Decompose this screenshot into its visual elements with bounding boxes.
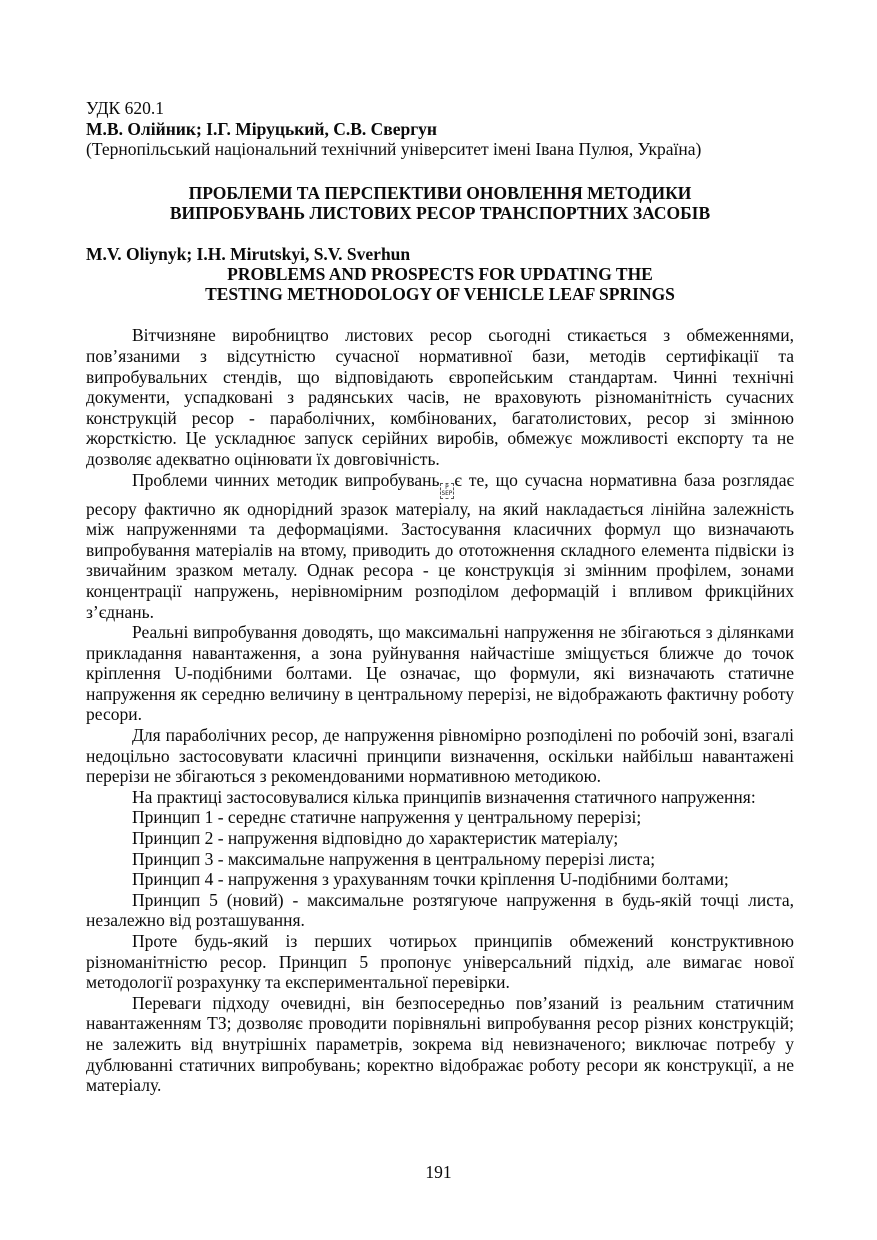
front-matter bbox=[86, 98, 794, 160]
paragraph-text: Проблеми чинних методик випробувань bbox=[132, 469, 440, 490]
affiliation: (Тернопільський національний технічний університет імені Івана Пулюя, Україна) bbox=[86, 139, 702, 160]
paragraph-text: є те, що сучасна нормативна база розглядає ресору фактично як однорідний зразок матеріалу, на який накладається лінійна залежність між напруженнями та деформаціями. Застосування класичних формул що визначають випробування матеріалів на втому, приводить до ототожнення складного елемента підвіски із звичайним зразком металу. Однак ресора - це конструкція зі змінним профілем, зонами концентрації напружень, нерівномірним розподілом деформацій і впливом фрикційних з’єднань. bbox=[86, 469, 794, 622]
title-ukrainian-line: ПРОБЛЕМИ ТА ПЕРСПЕКТИВИ ОНОВЛЕННЯ МЕТОДИКИ bbox=[188, 182, 692, 203]
list-item-principle-1: Принцип 1 - середнє статичне напруження у центральному перерізі; bbox=[132, 807, 642, 828]
paragraph-separator-tofu-glyph bbox=[440, 483, 455, 499]
authors-english: M.V. Oliynyk; I.H. Mirutskyi, S.V. Sverhun bbox=[86, 243, 411, 264]
paragraph: Для параболічних ресор, де напруження рівномірно розподілені по робочій зоні, взагалі недоцільно застосовувати класичні принципи визначення, оскільки найбільш навантажені перерізи не збігаються з рекомендованими нормативною методикою. bbox=[86, 725, 794, 787]
list-item-principle-4: Принцип 4 - напруження з урахуванням точки кріплення U-подібними болтами; bbox=[132, 869, 729, 890]
page-content bbox=[86, 98, 794, 1096]
title-ukrainian bbox=[86, 183, 794, 223]
list-item-principle-3: Принцип 3 - максимальне напруження в центральному перерізі листа; bbox=[132, 848, 656, 869]
list-item-principle-2: Принцип 2 - напруження відповідно до характеристик матеріалу; bbox=[132, 828, 619, 849]
paragraph: Переваги підходу очевидні, він безпосередньо пов’язаний із реальним статичним навантаженням ТЗ; дозволяє проводити порівняльні випробування ресор різних конструкцій; не залежить від внутрішніх параметрів, зокрема від невизначеного; виключає потребу у дублюванні статичних випробувань; коректно відображає роботу ресори як конструкції, а не матеріалу. bbox=[86, 992, 794, 1096]
title-english bbox=[86, 264, 794, 304]
title-english-line: TESTING METHODOLOGY OF VEHICLE LEAF SPRINGS bbox=[205, 284, 675, 305]
article-body bbox=[86, 325, 794, 1095]
paragraph bbox=[86, 470, 794, 623]
title-ukrainian-line: ВИПРОБУВАНЬ ЛИСТОВИХ РЕСОР ТРАНСПОРТНИХ ЗАСОБІВ bbox=[169, 202, 711, 223]
page-number: 191 bbox=[425, 1162, 452, 1182]
glyph-label-top: P bbox=[445, 483, 449, 491]
udc-code: УДК 620.1 bbox=[86, 98, 164, 118]
paragraph: Вітчизняне виробництво листових ресор сьогодні стикається з обмеженнями, пов’язаними з відсутністю сучасної нормативної бази, методів сертифікації та випробувальних стендів, що відповідають європейським стандартам. Чинні технічні документи, успадковані з радянських часів, не враховують різноманітність сучасних конструкцій ресор - параболічних, комбінованих, багатолистових, ресор зі змінною жорсткістю. Це ускладнює запуск серійних виробів, обмежує можливості експорту та не дозволяє адекватно оцінювати їх довговічність. bbox=[86, 325, 794, 469]
title-english-line: PROBLEMS AND PROSPECTS FOR UPDATING THE bbox=[227, 264, 653, 285]
glyph-label-bottom: SEP bbox=[441, 489, 453, 497]
list-item-principle-5: Принцип 5 (новий) - максимальне розтягуюче напруження в будь-якій точці листа, незалежно від розташування. bbox=[86, 889, 794, 931]
paragraph: Реальні випробування доводять, що максимальні напруження не збігаються з ділянками прикладання навантаження, а зона руйнування найчастіше зміщується ближче до точок кріплення U-подібними болтами. Це означає, що формули, які визначають статичне напруження як середню величину в центральному перерізі, не відображають фактичну роботу ресори. bbox=[86, 622, 794, 725]
authors-ukrainian: М.В. Олійник; І.Г. Міруцький, С.В. Свергун bbox=[86, 118, 438, 139]
paragraph: Проте будь-який із перших чотирьох принципів обмежений конструктивною різноманітністю ресор. Принцип 5 пропонує універсальний підхід, але вимагає нової методології розрахунку та експериментальної перевірки. bbox=[86, 931, 794, 993]
paragraph: На практиці застосовувалися кілька принципів визначення статичного напруження: bbox=[132, 786, 756, 807]
